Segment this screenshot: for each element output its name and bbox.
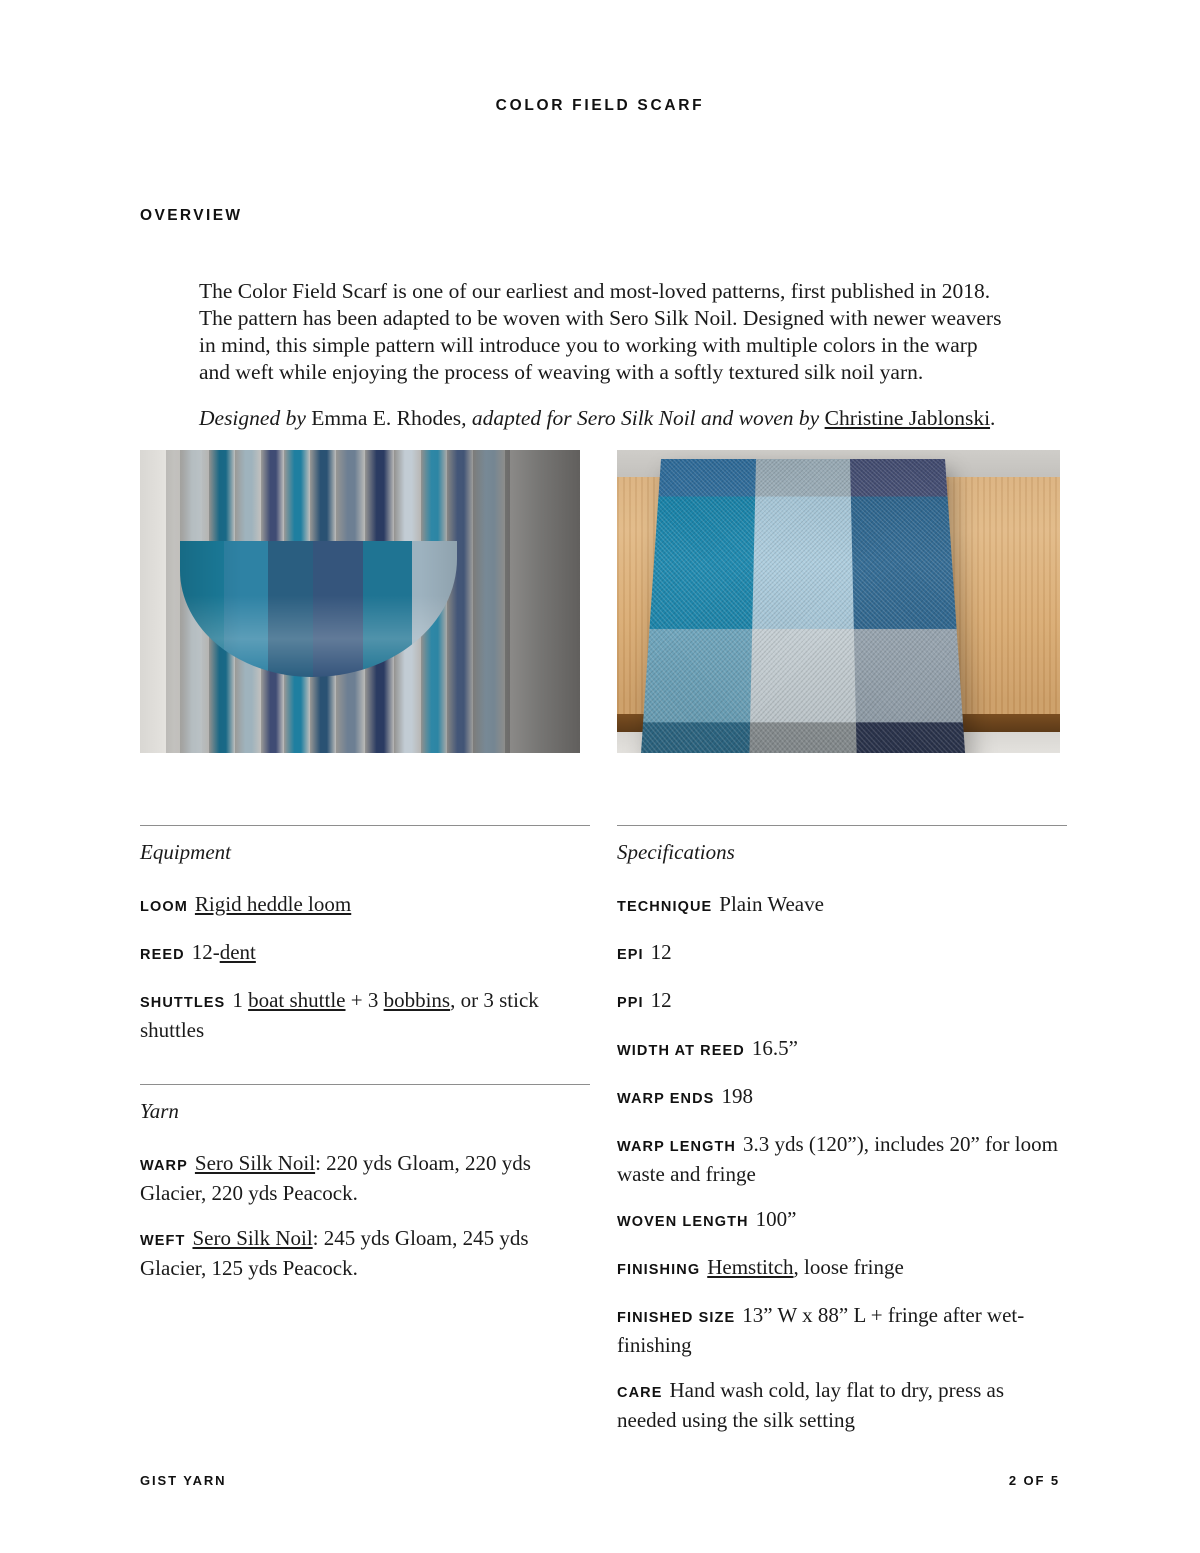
spec-key-care: CARE	[617, 1385, 663, 1401]
spec-key-finishing: FINISHING	[617, 1262, 701, 1278]
overview-section-label: OVERVIEW	[140, 207, 243, 224]
spec-value-care: Hand wash cold, lay flat to dry, press as needed using the silk setting	[617, 1378, 1005, 1432]
spec-key-warp: WARP	[140, 1158, 188, 1174]
spec-value-ppi: 12	[650, 988, 672, 1012]
spec-value-shuttles-prefix: 1	[232, 988, 249, 1012]
spec-row-loom	[140, 891, 590, 921]
spec-key-reed: REED	[140, 947, 185, 963]
equipment-heading: Equipment	[140, 840, 231, 864]
spec-row-finished-size	[617, 1302, 1067, 1359]
specifications-heading: Specifications	[617, 840, 735, 864]
spec-row-weft-yarn	[140, 1225, 590, 1282]
equipment-and-yarn-column	[140, 825, 590, 1300]
spec-row-technique	[617, 891, 1067, 921]
yarn-block	[140, 1084, 590, 1282]
specifications-list	[617, 891, 1067, 1434]
spec-row-warp-length	[617, 1131, 1067, 1188]
spec-value-woven-length: 100”	[755, 1207, 797, 1231]
footer-page-number: 2 OF 5	[1008, 1473, 1060, 1488]
spec-key-woven-length: WOVEN LENGTH	[617, 1214, 749, 1230]
spec-value-warp-ends: 198	[721, 1084, 753, 1108]
wall-backdrop-right	[505, 450, 580, 753]
credit-suffix: .	[990, 405, 996, 430]
spec-key-width-at-reed: WIDTH AT REED	[617, 1043, 745, 1059]
spec-value-reed-link[interactable]: dent	[219, 940, 256, 964]
spec-row-reed	[140, 939, 590, 969]
spec-value-finished-size: 13” W x 88” L + fringe after wet-finishing	[617, 1303, 1025, 1357]
spec-value-warp-length: 3.3 yds (120”), includes 20” for loom waste and fringe	[617, 1132, 1058, 1186]
spec-value-finishing-rest: , loose fringe	[793, 1255, 904, 1279]
spec-value-epi: 12	[650, 940, 672, 964]
specifications-column	[617, 825, 1067, 1452]
spec-value-warp-yarn-rest: : 220 yds Gloam, 220 yds Glacier, 220 yds Peacock.	[140, 1151, 531, 1205]
spec-row-width-at-reed	[617, 1035, 1067, 1065]
spec-value-width-at-reed: 16.5”	[751, 1036, 798, 1060]
spec-row-woven-length	[617, 1206, 1067, 1236]
spec-value-loom-link[interactable]: Rigid heddle loom	[194, 892, 352, 916]
spec-row-epi	[617, 939, 1067, 969]
runner-shading	[639, 459, 967, 753]
credit-middle: , adapted for Sero Silk Noil and woven by	[461, 405, 825, 430]
spec-value-warp-yarn-link[interactable]: Sero Silk Noil	[194, 1151, 316, 1175]
color-block-scarf	[639, 459, 967, 753]
specifications-divider	[617, 825, 1067, 826]
spec-key-technique: TECHNIQUE	[617, 899, 713, 915]
spec-key-finished-size: FINISHED SIZE	[617, 1310, 736, 1326]
spec-key-ppi: PPI	[617, 995, 644, 1011]
yarn-divider	[140, 1084, 590, 1085]
draped-scarf-photo	[140, 450, 580, 753]
drape-shadow	[166, 450, 509, 753]
spec-row-warp-yarn	[140, 1150, 590, 1207]
page-footer	[140, 1473, 1060, 1488]
credit-weaver-link[interactable]: Christine Jablonski	[824, 405, 991, 430]
spec-row-ppi	[617, 987, 1067, 1017]
spec-key-warp-length: WARP LENGTH	[617, 1139, 736, 1155]
equipment-list	[140, 891, 590, 1044]
spec-value-shuttles-middle: + 3	[345, 988, 384, 1012]
yarn-list	[140, 1150, 590, 1282]
spec-row-warp-ends	[617, 1083, 1067, 1113]
page-title: COLOR FIELD SCARF	[495, 97, 705, 114]
spec-value-weft-yarn-rest: : 245 yds Gloam, 245 yds Glacier, 125 yds Peacock.	[140, 1226, 529, 1280]
overview-paragraph: The Color Field Scarf is one of our earliest and most-loved patterns, first published in 2018. The pattern has been adapted to be woven with Sero Silk Noil. Designed with newer weavers in mind, this simple pattern will introduce you to working with multiple colors in the warp and weft while enjoying the process of weaving with a softly textured silk noil yarn.	[199, 278, 1002, 385]
spec-key-epi: EPI	[617, 947, 644, 963]
spec-value-technique: Plain Weave	[719, 892, 824, 916]
spec-key-warp-ends: WARP ENDS	[617, 1091, 715, 1107]
spec-value-shuttles-rest: , or 3 stick shuttles	[140, 988, 539, 1042]
spec-key-weft: WEFT	[140, 1233, 186, 1249]
spec-row-finishing	[617, 1254, 1067, 1284]
yarn-heading: Yarn	[140, 1099, 179, 1123]
spec-key-shuttles: SHUTTLES	[140, 995, 226, 1011]
spec-key-loom: LOOM	[140, 899, 188, 915]
spec-value-weft-yarn-link[interactable]: Sero Silk Noil	[192, 1226, 313, 1250]
spec-value-hemstitch-link[interactable]: Hemstitch	[707, 1255, 794, 1279]
table-runner-photo	[617, 450, 1060, 753]
credit-prefix: Designed by	[199, 405, 306, 430]
spec-value-bobbins-link[interactable]: bobbins	[383, 988, 451, 1012]
spec-row-care	[617, 1377, 1067, 1434]
equipment-divider	[140, 825, 590, 826]
designer-credit	[199, 405, 1011, 432]
credit-designer-name: Emma E. Rhodes	[311, 405, 462, 430]
footer-brand: GIST YARN	[140, 1473, 227, 1488]
spec-value-reed-prefix: 12-	[191, 940, 220, 964]
spec-row-shuttles	[140, 987, 590, 1044]
spec-value-boat-shuttle-link[interactable]: boat shuttle	[248, 988, 346, 1012]
